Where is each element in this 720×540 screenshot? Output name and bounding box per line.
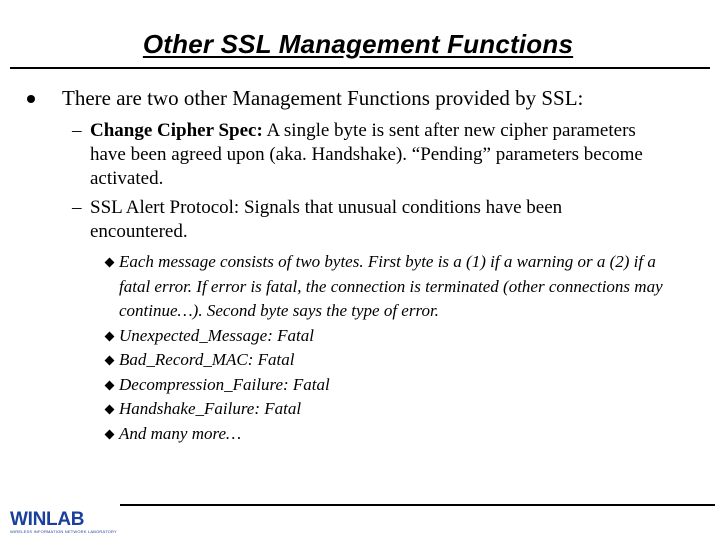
diamond-bullet-icon [105, 429, 115, 439]
diamond-bullet-icon [105, 331, 115, 341]
alert-list [104, 250, 684, 446]
list-item [104, 397, 684, 422]
diamond-bullet-icon [105, 258, 115, 268]
winlab-logo [10, 510, 120, 538]
logo-subtext: WIRELESS INFORMATION NETWORK LABORATORY [10, 529, 117, 534]
list-item-text: Each message consists of two bytes. First byte is a (1) if a warning or a (2) if a fatal error. If error is fatal, the connection is terminated (other connections may continue…). Second byte says the type of error. [119, 252, 663, 320]
dash-marker: – [72, 197, 82, 218]
sub-item-label: Change Cipher Spec: [90, 120, 263, 141]
list-item-text: Handshake_Failure: Fatal [119, 399, 302, 418]
list-item [104, 422, 684, 447]
logo-text: WINLAB [10, 509, 85, 530]
list-item-text: Unexpected_Message: Fatal [119, 325, 314, 345]
bullet-icon [27, 95, 35, 103]
diamond-bullet-icon [105, 405, 115, 415]
title-divider [10, 67, 710, 69]
slide-title: Other SSL Management Functions [142, 29, 574, 59]
intro-text: There are two other Management Functions provided by SSL: [62, 86, 584, 110]
list-item [104, 348, 684, 373]
diamond-bullet-icon [105, 356, 115, 366]
list-item [104, 324, 684, 349]
list-item [104, 373, 684, 398]
list-item-text: And many more… [119, 423, 242, 443]
list-item-text: Bad_Record_MAC: Fatal [119, 350, 295, 369]
sub-item-text: SSL Alert Protocol: Signals that unusual conditions have been encountered. [90, 197, 563, 242]
sub-item-text [90, 119, 660, 191]
dash-marker: – [72, 120, 82, 141]
footer-divider [120, 504, 715, 506]
sub-item-body: A single byte is sent after new cipher parameters have been agreed upon (aka. Handshake). “Pending” parameters become activated. [90, 120, 643, 189]
list-item-text: Decompression_Failure: Fatal [119, 374, 330, 394]
list-item [104, 250, 684, 324]
diamond-bullet-icon [105, 380, 115, 390]
